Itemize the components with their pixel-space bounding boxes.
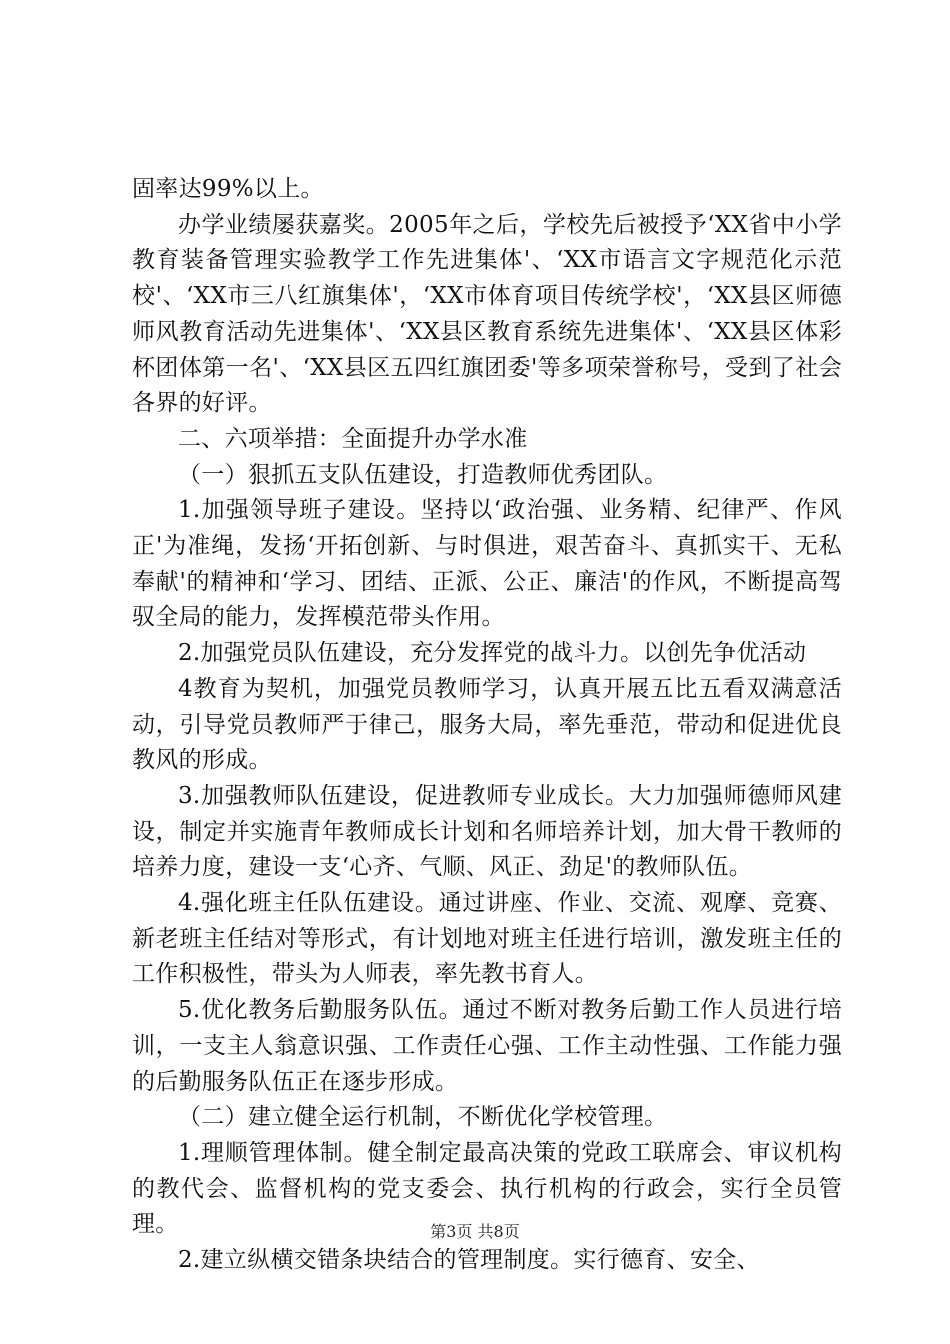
page-number-label: 第3页 共8页: [430, 1222, 520, 1241]
paragraph-item-3: 3.加强教师队伍建设，促进教师专业成长。大力加强师德师风建设，制定并实施青年教师成长计划和名师培养计划，加大骨干教师的培养力度，建设一支‘心齐、气顺、风正、劲足'的教师队伍。: [132, 782, 842, 881]
page-footer: [0, 1222, 950, 1242]
document-body: [132, 172, 842, 1279]
paragraph-2: 办学业绩屡获嘉奖。2005年之后，学校先后被授予‘XX省中小学教育装备管理实验教学工作先进集体'、‘XX市语言文字规范化示范校'、‘XX市三八红旗集体'，‘XX市体育项目传统学校'，‘XX县区师德师风教育活动先进集体'、‘XX县区教育系统先进集体'、‘XX县区体彩杯团体第一名'、‘XX县区五四红旗团委'等多项荣誉称号，受到了社会各界的好评。: [132, 211, 842, 417]
paragraph-item-2: 2.加强党员队伍建设，充分发挥党的战斗力。以创先争优活动: [178, 640, 807, 667]
paragraph-item-2-continued: 4教育为契机，加强党员教师学习，认真开展五比五看双满意活动，引导党员教师严于律己，服务大局，率先垂范，带动和促进优良教风的形成。: [132, 675, 842, 774]
subsection-heading-1: （一）狠抓五支队伍建设，打造教师优秀团队。: [178, 461, 668, 488]
paragraph-1: 固率达99%以上。: [132, 176, 324, 202]
paragraph-item-5: 5.优化教务后勤服务队伍。通过不断对教务后勤工作人员进行培训，一支主人翁意识强、工作责任心强、工作主动性强、工作能力强的后勤服务队伍正在逐步形成。: [132, 997, 842, 1095]
paragraph-item-4: 4.强化班主任队伍建设。通过讲座、作业、交流、观摩、竞赛、新老班主任结对等形式，有计划地对班主任进行培训，激发班主任的工作积极性，带头为人师表，率先教书育人。: [132, 890, 842, 988]
paragraph-item-1: 1.加强领导班子建设。坚持以‘政治强、业务精、纪律严、作风正'为准绳，发扬‘开拓创新、与时俱进，艰苦奋斗、真抓实干、无私奉献'的精神和‘学习、团结、正派、公正、廉洁'的作风，不断提高驾驭全局的能力，发挥模范带头作用。: [132, 497, 842, 631]
paragraph-item-2-1: 1.理顺管理体制。健全制定最高决策的党政工联席会、审议机构的教代会、监督机构的党支委会、执行机构的行政会，实行全员管理。: [132, 1139, 842, 1238]
paragraph-item-2-2: 2.建立纵横交错条块结合的管理制度。实行德育、安全、: [178, 1247, 760, 1274]
section-heading-2: 二、六项举措：全面提升办学水准: [178, 425, 528, 452]
subsection-heading-2: （二）建立健全运行机制，不断优化学校管理。: [178, 1104, 668, 1131]
